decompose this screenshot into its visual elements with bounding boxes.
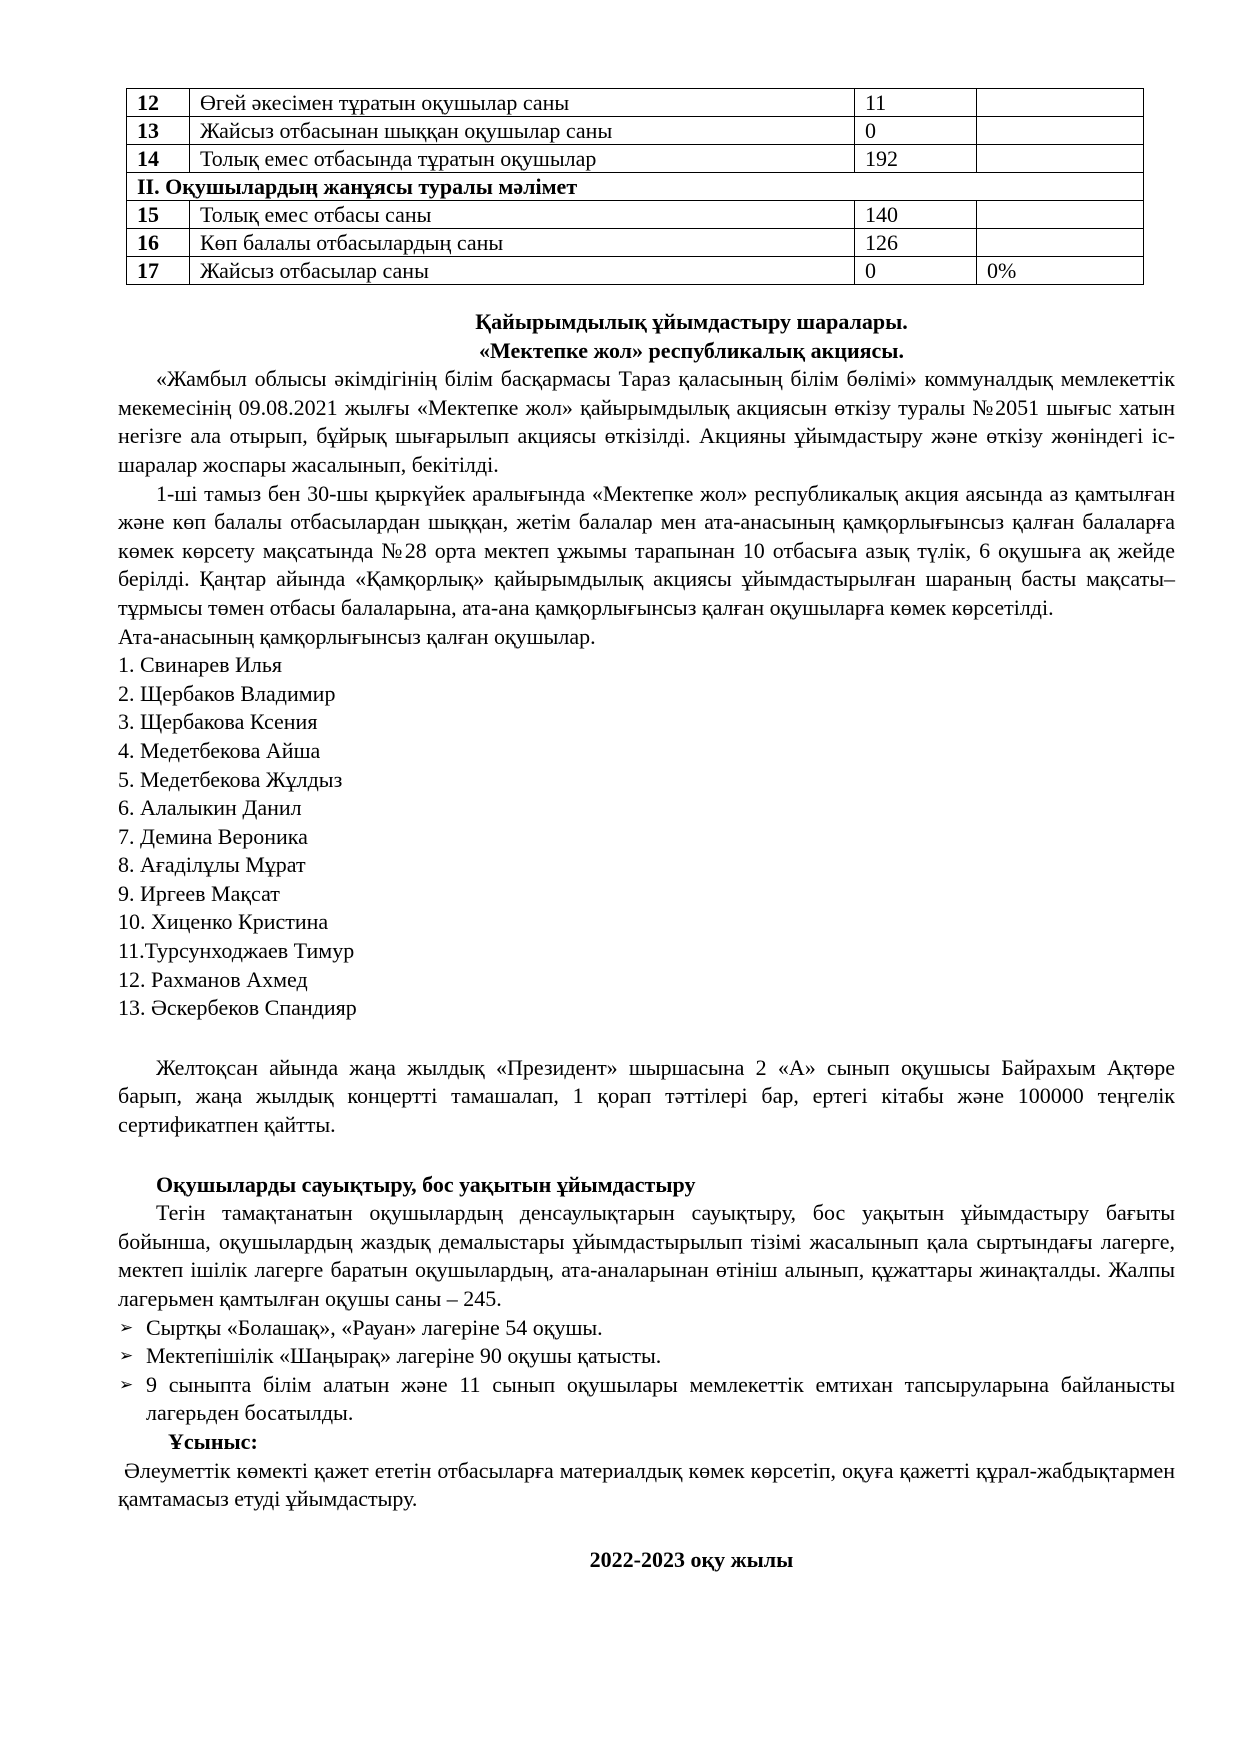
row-number: 12 (127, 89, 190, 117)
table-section-row (127, 173, 1144, 201)
table-row (127, 89, 1144, 117)
list-intro: Ата-анасының қамқорлығынсыз қалған оқушылар. (118, 623, 596, 649)
row-extra (977, 201, 1144, 229)
row-extra (977, 117, 1144, 145)
list-item: 4. Медетбекова Айша (118, 737, 321, 763)
section-heading: Оқушыларды сауықтыру, бос уақытын ұйымдастыру (156, 1171, 696, 1197)
row-number: 14 (127, 145, 190, 173)
list-item: 6. Алалыкин Данил (118, 795, 302, 821)
row-extra: 0% (977, 257, 1144, 285)
list-item: 12. Рахманов Ахмед (118, 966, 308, 992)
proposal-label: Ұсыныс: (168, 1428, 258, 1454)
list-item-text: Мектепішілік «Шаңырақ» лагеріне 90 оқушы қатысты. (146, 1343, 662, 1369)
arrowhead-icon: ➢ (119, 1346, 134, 1367)
row-value: 192 (855, 145, 977, 173)
paragraph: Тегін тамақтанатын оқушылардың денсаулықтарын сауықтыру, бос уақытын ұйымдастыру бағыты бойынша, оқушылардың жаздық демалыстары ұйымдастырылып тізімі жасалынып қала сыртындағы лагерге, мектеп ішілік лагерге баратын оқушылардың, ата-аналарынан өтініш алынып, құжаттары жинақталды. Жалпы лагерьмен қамтылған оқушы саны – 245. (118, 1200, 1175, 1311)
row-extra (977, 229, 1144, 257)
list-item: 8. Ағаділұлы Мұрат (118, 852, 306, 878)
row-label: Көп балалы отбасылардың саны (190, 229, 855, 257)
list-item (118, 1342, 1175, 1371)
section-heading: Қайырымдылық ұйымдастыру шаралары. (475, 309, 908, 334)
table-row (127, 145, 1144, 173)
list-item: 11.Турсунходжаев Тимур (118, 938, 355, 964)
row-label: Жайсыз отбасылар саны (190, 257, 855, 285)
list-item: 1. Свинарев Илья (118, 652, 283, 678)
row-value: 11 (855, 89, 977, 117)
row-label: Толық емес отбасы саны (190, 201, 855, 229)
proposal-text: Әлеуметтік көмекті қажет ететін отбасыларға материалдық көмек көрсетіп, оқуға қажетті құрал-жабдықтармен қамтамасыз етуді ұйымдастыру. (118, 1457, 1175, 1512)
list-item: 10. Хиценко Кристина (118, 909, 329, 935)
list-item: 13. Әскербеков Спандияр (118, 995, 357, 1021)
paragraph: «Жамбыл облысы әкімдігінің білім басқармасы Тараз қаласының білім бөлімі» коммуналдық мемлекеттік мекемесінің 09.08.2021 жылғы «Мектепке жол» қайырымдылық акциясын өткізу туралы №2051 шығыс хатын негізге ала отырып, бұйрық шығарылып акциясы өткізілді. Акцияны ұйымдастыру және өткізу жөніндегі іс-шаралар жоспары жасалынып, бекітілді. (118, 366, 1175, 477)
row-number: 16 (127, 229, 190, 257)
table-row (127, 229, 1144, 257)
list-item (118, 1371, 1175, 1428)
statistics-table (126, 88, 1144, 285)
row-number: 17 (127, 257, 190, 285)
list-item: 3. Щербакова Ксения (118, 709, 318, 735)
arrowhead-icon: ➢ (119, 1374, 134, 1395)
table-section-heading: ІІ. Оқушылардың жанұясы туралы мәлімет (127, 173, 1144, 201)
document-page (118, 88, 1175, 1574)
row-extra (977, 145, 1144, 173)
row-extra (977, 89, 1144, 117)
list-item (118, 1314, 1175, 1343)
list-item-text: 9 сыныпта білім алатын және 11 сынып оқушылары мемлекеттік емтихан тапсыруларына байланысты лагерьден босатылды. (146, 1371, 1175, 1426)
row-value: 0 (855, 257, 977, 285)
row-label: Жайсыз отбасынан шыққан оқушылар саны (190, 117, 855, 145)
list-item: 9. Иргеев Мақсат (118, 880, 280, 906)
table-row (127, 201, 1144, 229)
paragraph: 1-ші тамыз бен 30-шы қыркүйек аралығында «Мектепке жол» республикалық акция аясында аз қамтылған және көп балалы отбасылардан шыққан, жетім балалар мен ата-анасының қамқорлығынсыз қалған балаларға көмек көрсету мақсатында №28 орта мектеп ұжымы тарапынан 10 отбасыға азық түлік, 6 оқушыға ақ жейде берілді. Қаңтар айында «Қамқорлық» қайырымдылық акциясы ұйымдастырылған шараның басты мақсаты–тұрмысы төмен отбасы балаларына, ата-ана қамқорлығынсыз қалған оқушыларға көмек көрсетілді. (118, 480, 1175, 620)
row-value: 140 (855, 201, 977, 229)
paragraph: Желтоқсан айында жаңа жылдық «Президент» шыршасына 2 «А» сынып оқушысы Байрахым Ақтөре барып, жаңа жылдық концертті тамашалап, 1 қорап тәттілері бар, ертегі кітабы және 100000 теңгелік сертификатпен қайтты. (118, 1054, 1175, 1138)
list-item-text: Сыртқы «Болашақ», «Рауан» лагеріне 54 оқушы. (146, 1314, 603, 1340)
list-item: 2. Щербаков Владимир (118, 680, 336, 706)
list-item: 5. Медетбекова Жұлдыз (118, 766, 343, 792)
list-item: 7. Демина Вероника (118, 823, 308, 849)
row-number: 15 (127, 201, 190, 229)
footer-year: 2022-2023 оқу жылы (589, 1546, 794, 1572)
row-value: 126 (855, 229, 977, 257)
row-value: 0 (855, 117, 977, 145)
arrowhead-icon: ➢ (119, 1317, 134, 1338)
table-row (127, 257, 1144, 285)
students-list (118, 651, 1175, 1023)
row-label: Өгей әкесімен тұратын оқушылар саны (190, 89, 855, 117)
row-label: Толық емес отбасында тұратын оқушылар (190, 145, 855, 173)
row-number: 13 (127, 117, 190, 145)
camp-list (118, 1314, 1175, 1428)
section-subtitle: «Мектепке жол» республикалық акциясы. (478, 337, 904, 363)
table-row (127, 117, 1144, 145)
